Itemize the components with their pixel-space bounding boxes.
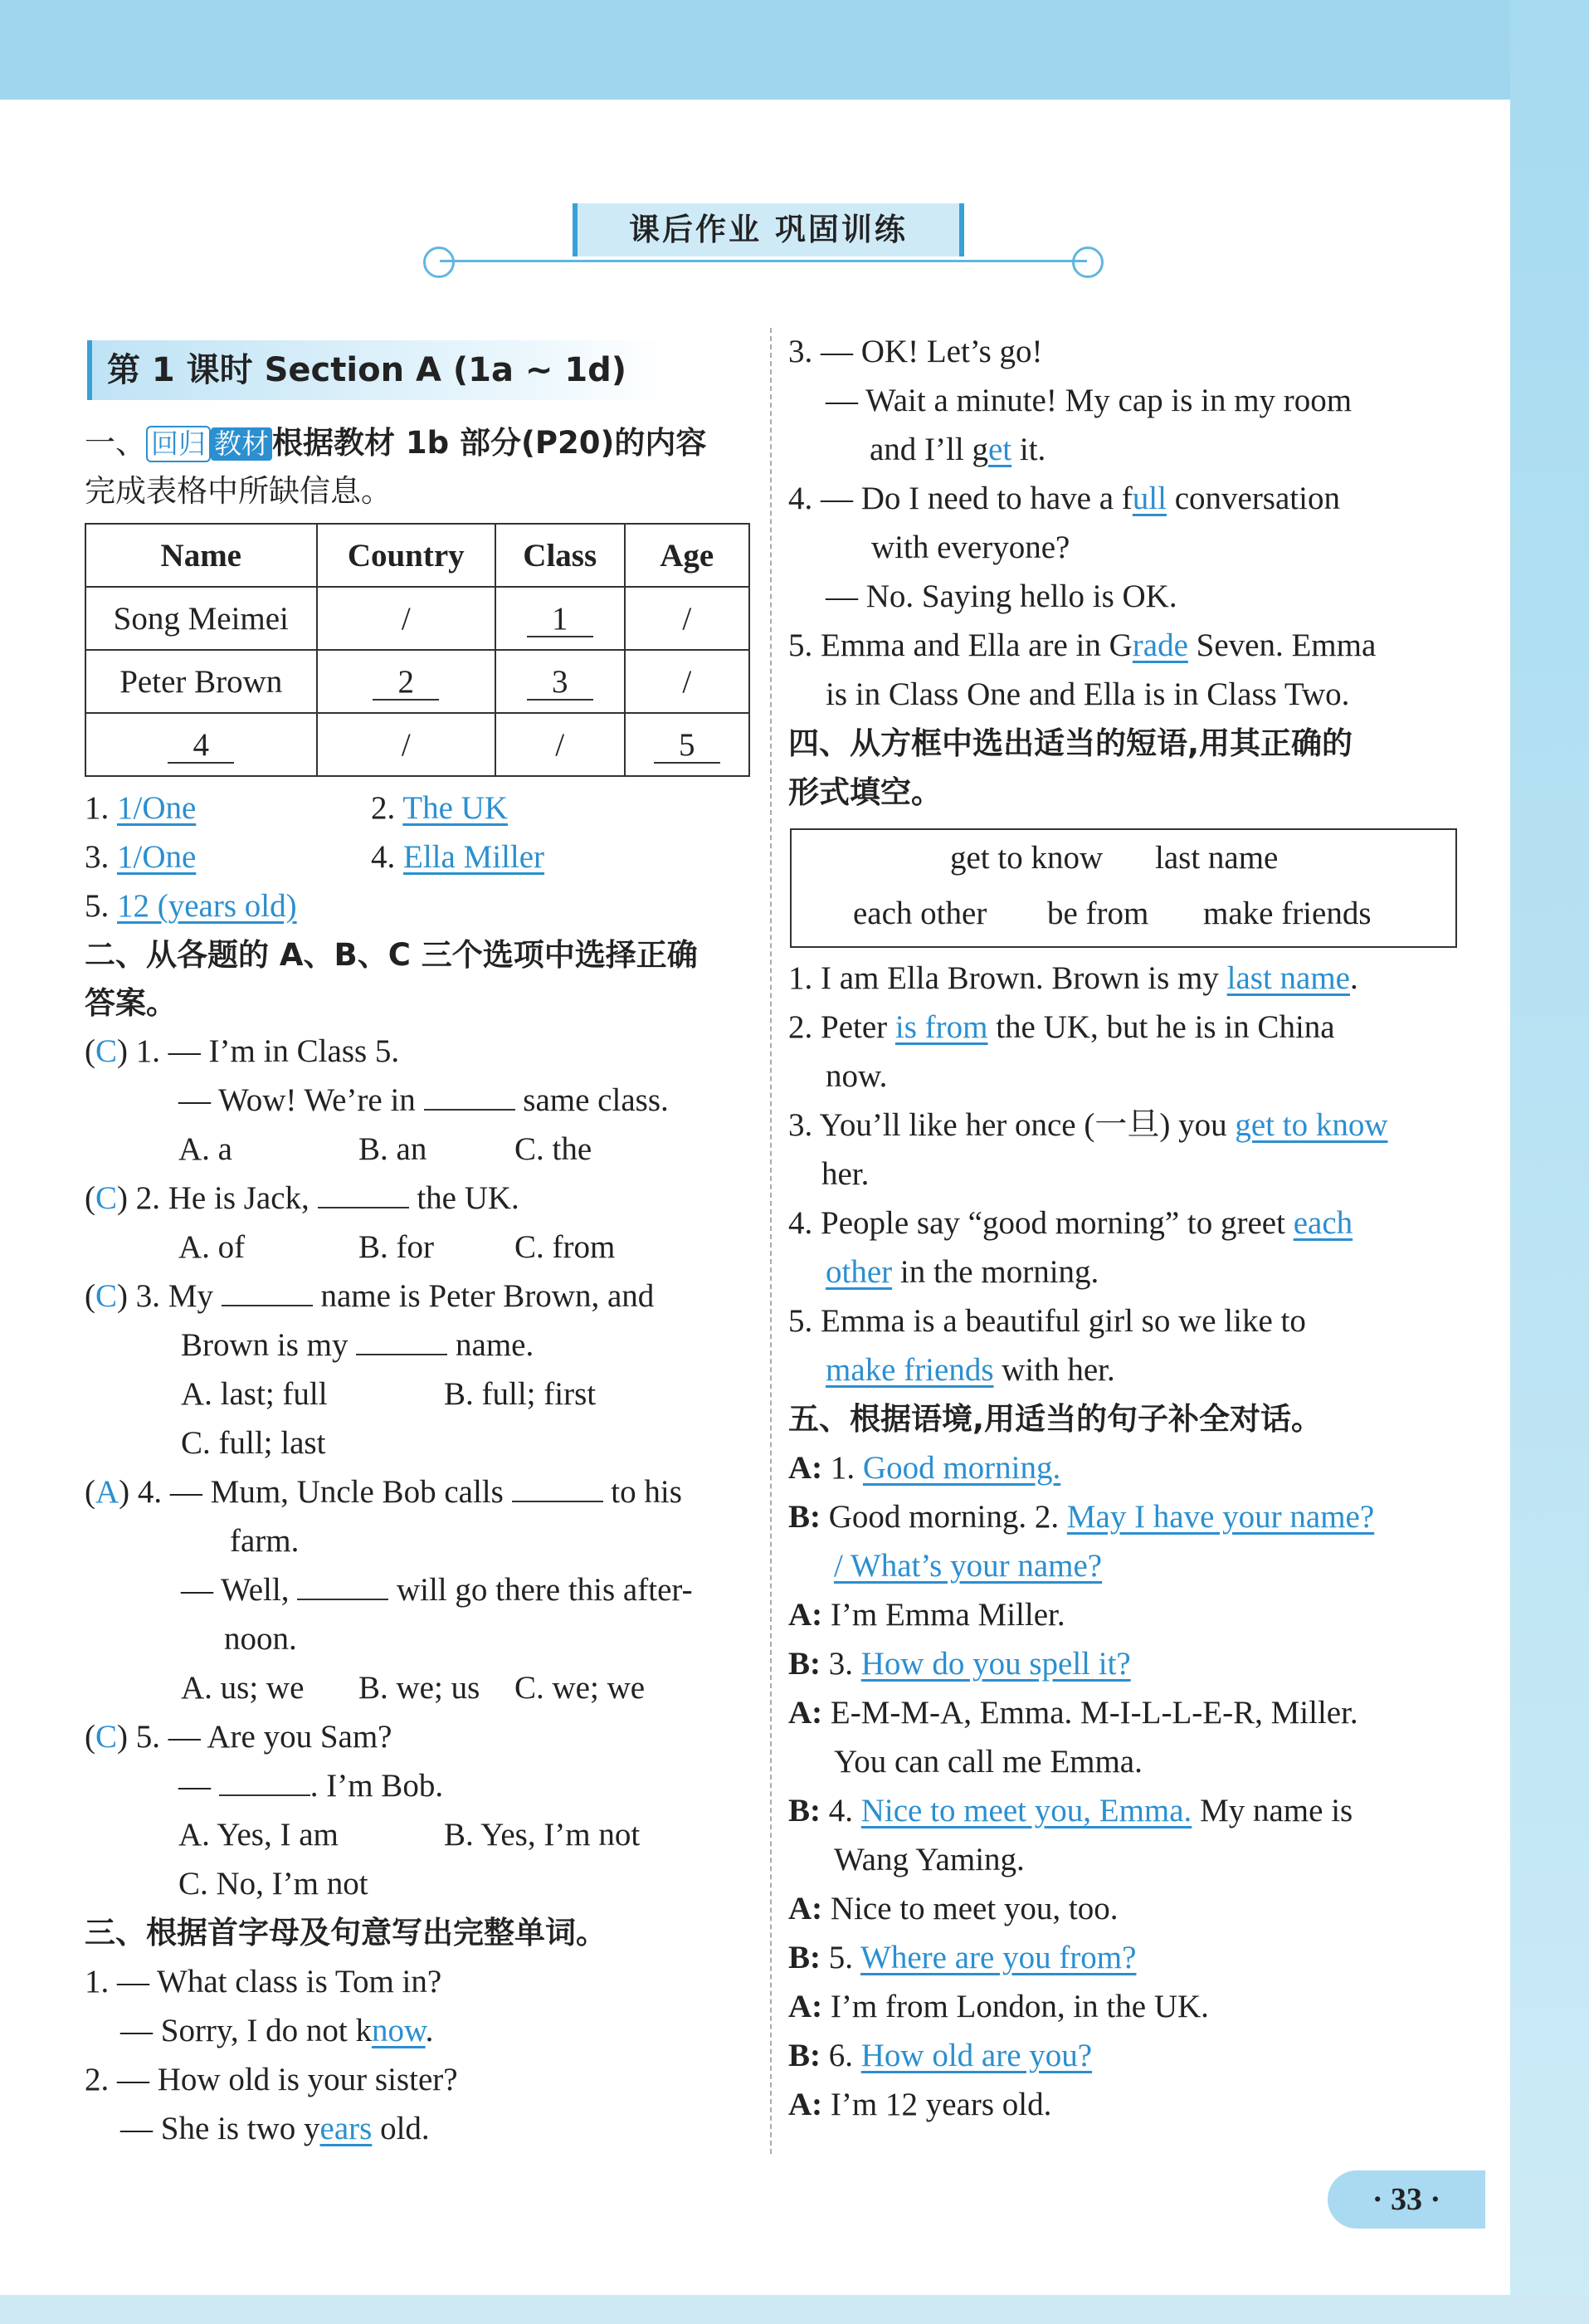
part3-instruction: 三、根据首字母及句意写出完整单词。 xyxy=(85,1915,607,1950)
top-banner xyxy=(0,0,1589,100)
answer-5: 5. 12 (years old) xyxy=(85,888,297,924)
answer-2: 2. The UK xyxy=(371,790,509,826)
part2-instruction: 二、从各题的 A、B、C 三个选项中选择正确 xyxy=(85,937,698,973)
fill-question-1: 1. I am Ella Brown. Brown is my last name. xyxy=(788,960,1358,996)
fill-question-3: 3. You’ll like her once (一旦) you get to know xyxy=(788,1107,1388,1143)
tag-review: 回归 xyxy=(146,426,211,462)
header-rule xyxy=(440,260,1087,262)
section-header xyxy=(423,203,1104,274)
dialogue-line: B: Good morning. 2. May I have your name? xyxy=(788,1499,1375,1535)
phrase: be from xyxy=(1047,896,1149,931)
right-margin-band xyxy=(1510,0,1589,2324)
table-header: Age xyxy=(625,524,750,587)
dialogue-line: A: I’m Emma Miller. xyxy=(788,1597,1065,1633)
mc-question-2: (C) 2. He is Jack, the UK. xyxy=(85,1180,519,1216)
dialogue-line: A: I’m from London, in the UK. xyxy=(788,1989,1209,2024)
part4-instruction-2: 形式填空。 xyxy=(788,774,942,810)
left-scroll-icon xyxy=(423,247,455,278)
phrase: each other xyxy=(853,896,987,931)
header-title: 课后作业 巩固训练 xyxy=(573,203,964,256)
dialogue-line: A: I’m 12 years old. xyxy=(788,2087,1052,2122)
mc-question-4: (A) 4. — Mum, Uncle Bob calls to his xyxy=(85,1474,682,1510)
dialogue-line: A: E-M-M-A, Emma. M-I-L-L-E-R, Miller. xyxy=(788,1695,1358,1731)
spelling-question-1: 1. — What class is Tom in? xyxy=(85,1964,442,1999)
fill-question-5: 5. Emma is a beautiful girl so we like to xyxy=(788,1303,1306,1339)
dialogue-line: B: 6. How old are you? xyxy=(788,2038,1093,2073)
dialogue-line: B: 3. How do you spell it? xyxy=(788,1646,1131,1682)
column-divider xyxy=(770,328,772,2154)
dialogue-line: / What’s your name? xyxy=(834,1548,1103,1584)
part4-instruction: 四、从方框中选出适当的短语,用其正确的 xyxy=(788,725,1353,761)
phrase: last name xyxy=(1155,840,1279,876)
mc-question-1: (C) 1. — I’m in Class 5. xyxy=(85,1033,400,1069)
spelling-question-3: 3. — OK! Let’s go! xyxy=(788,334,1043,369)
spelling-question-2: 2. — How old is your sister? xyxy=(85,2062,458,2097)
table-row: Song Meimei / 1 / xyxy=(85,587,749,650)
fill-question-2: 2. Peter is from the UK, but he is in China xyxy=(788,1009,1335,1045)
dialogue-line: B: 5. Where are you from? xyxy=(788,1940,1137,1975)
part1-instruction: 一、 回归 教材 根据教材 1b 部分(P20)的内容 xyxy=(85,425,707,461)
dialogue-line: Wang Yaming. xyxy=(834,1842,1025,1877)
mc-question-5: (C) 5. — Are you Sam? xyxy=(85,1719,392,1755)
answer-3: 3. 1/One xyxy=(85,839,197,875)
lesson-title: 第 1 课时 Section A (1a ~ 1d) xyxy=(87,340,664,400)
table-row: Peter Brown 2 3 / xyxy=(85,650,749,713)
mc-question-3: (C) 3. My name is Peter Brown, and xyxy=(85,1278,655,1314)
table-row: 4 / / 5 xyxy=(85,713,749,776)
part5-instruction: 五、根据语境,用适当的句子补全对话。 xyxy=(788,1401,1323,1437)
spelling-question-4: 4. — Do I need to have a full conversation xyxy=(788,481,1340,516)
right-scroll-icon xyxy=(1072,247,1104,278)
spelling-question-5: 5. Emma and Ella are in Grade Seven. Emma xyxy=(788,627,1377,663)
part1-instruction-2: 完成表格中所缺信息。 xyxy=(85,473,392,509)
table-header: Name xyxy=(85,524,317,587)
answer-4: 4. Ella Miller xyxy=(371,839,545,875)
page-number: · 33 · xyxy=(1328,2170,1485,2229)
dialogue-line: A: 1. Good morning. xyxy=(788,1450,1061,1486)
table-header: Country xyxy=(317,524,495,587)
phrase: make friends xyxy=(1203,896,1372,931)
fill-question-4: 4. People say “good morning” to greet each xyxy=(788,1205,1353,1241)
phrase: get to know xyxy=(950,840,1104,876)
tag-textbook: 教材 xyxy=(211,427,272,461)
dialogue-line: A: Nice to meet you, too. xyxy=(788,1891,1119,1926)
table-header: Class xyxy=(495,524,625,587)
answer-1: 1. 1/One xyxy=(85,790,197,826)
part2-instruction-2: 答案。 xyxy=(85,985,177,1021)
dialogue-line: B: 4. Nice to meet you, Emma. My name is xyxy=(788,1793,1353,1828)
bottom-band xyxy=(0,2295,1589,2324)
dialogue-line: You can call me Emma. xyxy=(834,1744,1143,1780)
info-table xyxy=(85,523,750,777)
